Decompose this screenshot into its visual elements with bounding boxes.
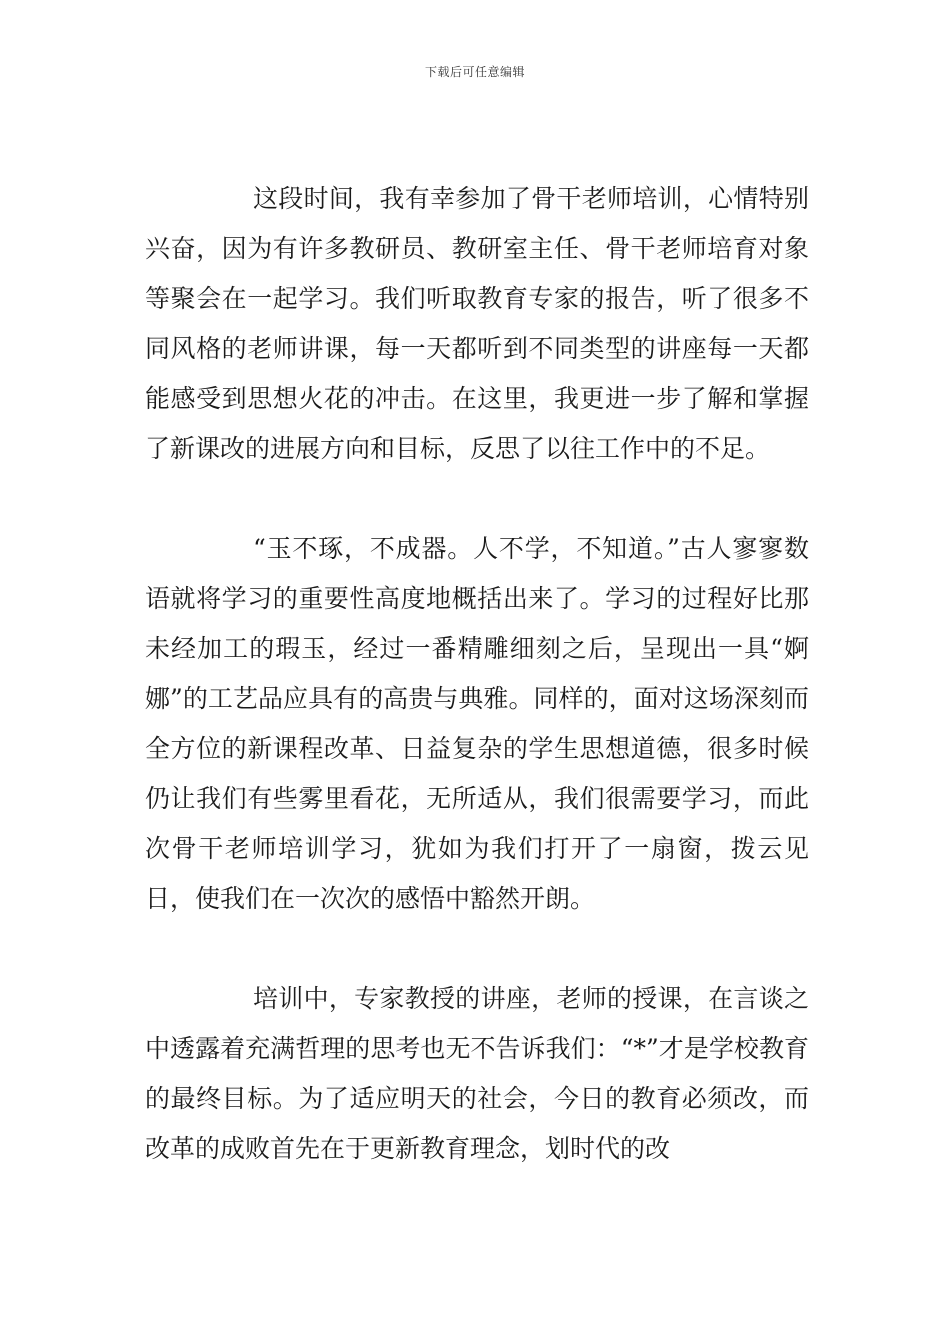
page-header-note: 下载后可任意编辑 [424,65,525,79]
document-body [145,174,809,1174]
paragraph-2: “玉不琢，不成器。人不学，不知道。”古人寥寥数语就将学习的重要性高度地概括出来了。学习的过程好比那未经加工的瑕玉，经过一番精雕细刻之后，呈现出一具“婀娜”的工艺品应具有的高贵与典雅。同样的，面对这场深刻而全方位的新课程改革、日益复杂的学生思想道德，很多时候仍让我们有些雾里看花，无所适从，我们很需要学习，而此次骨干老师培训学习，犹如为我们打开了一扇窗，拨云见日，使我们在一次次的感悟中豁然开朗。 [145,534,809,913]
paragraph-3: 培训中，专家教授的讲座，老师的授课，在言谈之中透露着充满哲理的思考也无不告诉我们：“*”才是学校教育的最终目标。为了适应明天的社会，今日的教育必须改，而改革的成败首先在于更新教育理念，划时代的改 [145,984,809,1163]
paragraph-1: 这段时间，我有幸参加了骨干老师培训，心情特别兴奋，因为有许多教研员、教研室主任、骨干老师培育对象等聚会在一起学习。我们听取教育专家的报告，听了很多不同风格的老师讲课，每一天都听到不同类型的讲座每一天都能感受到思想火花的冲击。在这里，我更进一步了解和掌握了新课改的进展方向和目标，反思了以往工作中的不足。 [145,184,809,463]
